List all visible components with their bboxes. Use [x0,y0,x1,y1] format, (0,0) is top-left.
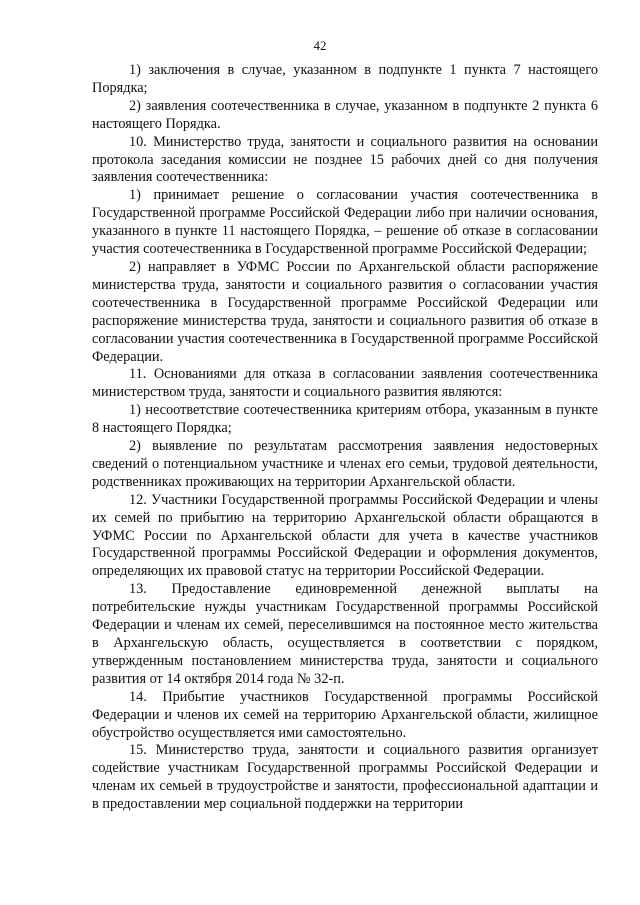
paragraph-clause-11-item-1: 1) несоответствие соотечественника критериям отбора, указанным в пункте 8 настоящего Порядка; [92,402,598,437]
page-number: 42 [313,38,327,53]
paragraph-clause-15: 15. Министерство труда, занятости и социального развития организует содействие участникам Государственной программы Российской Федерации и членам их семьей в трудоустройстве и занятости, профессиональной адаптации и в предоставлении мер социальной поддержки на территории [92,742,598,813]
paragraph-clause-11-item-2: 2) выявление по результатам рассмотрения заявления недостоверных сведений о потенциальном участнике и членах его семьи, трудовой деятельности, родственниках проживающих на территории Архангельской области. [92,438,598,490]
paragraph-clause-13: 13. Предоставление единовременной денежной выплаты на потребительские нужды участникам Государственной программы Российской Федерации и членам их семей, переселившимся на постоянное место жительства в Архангельскую область, осуществляется в соответствии с порядком, утвержденным постановлением министерства труда, занятости и социального развития от 14 октября 2014 года № 32-п. [92,581,598,687]
paragraph-clause-10-item-1: 1) принимает решение о согласовании участия соотечественника в Государственной программе Российской Федерации либо при наличии основания, указанного в пункте 11 настоящего Порядка, – решение об отказе в согласовании участия соотечественника в Государственной программе Российской Федерации; [92,187,598,258]
paragraph-item-1-conclusion: 1) заключения в случае, указанном в подпункте 1 пункта 7 настоящего Порядка; [92,62,598,96]
paragraph-item-2-application: 2) заявления соотечественника в случае, указанном в подпункте 2 пункта 6 настоящего Порядка. [92,97,598,132]
paragraph-clause-14: 14. Прибытие участников Государственной программы Российской Федерации и членов их семей на территорию Архангельской области, жилищное обустройство осуществляется ими самостоятельно. [92,688,598,741]
paragraph-clause-10: 10. Министерство труда, занятости и социального развития на основании протокола заседания комиссии не позднее 15 рабочих дней со дня получения заявления соотечественника: [92,133,598,186]
paragraph-clause-10-item-2: 2) направляет в УФМС России по Архангельской области распоряжение министерства труда, занятости и социального развития о согласовании участия соотечественника в Государственной программе Российской Федерации или распоряжение министерства труда, занятости и социального развития об отказе в согласовании участия соотечественника в Государственной программе Российской Федерации. [92,258,598,365]
paragraph-clause-11: 11. Основаниями для отказа в согласовании заявления соотечественника министерством труда, занятости и социального развития являются: [92,366,598,401]
document-body [92,62,598,814]
paragraph-clause-12: 12. Участники Государственной программы Российской Федерации и члены их семей по прибытию на территорию Архангельской области обращаются в УФМС России по Архангельской области для учета в качестве участников Государственной программы Российской Федерации и оформления документов, определяющих их правовой статус на территории Российской Федерации. [92,491,598,580]
